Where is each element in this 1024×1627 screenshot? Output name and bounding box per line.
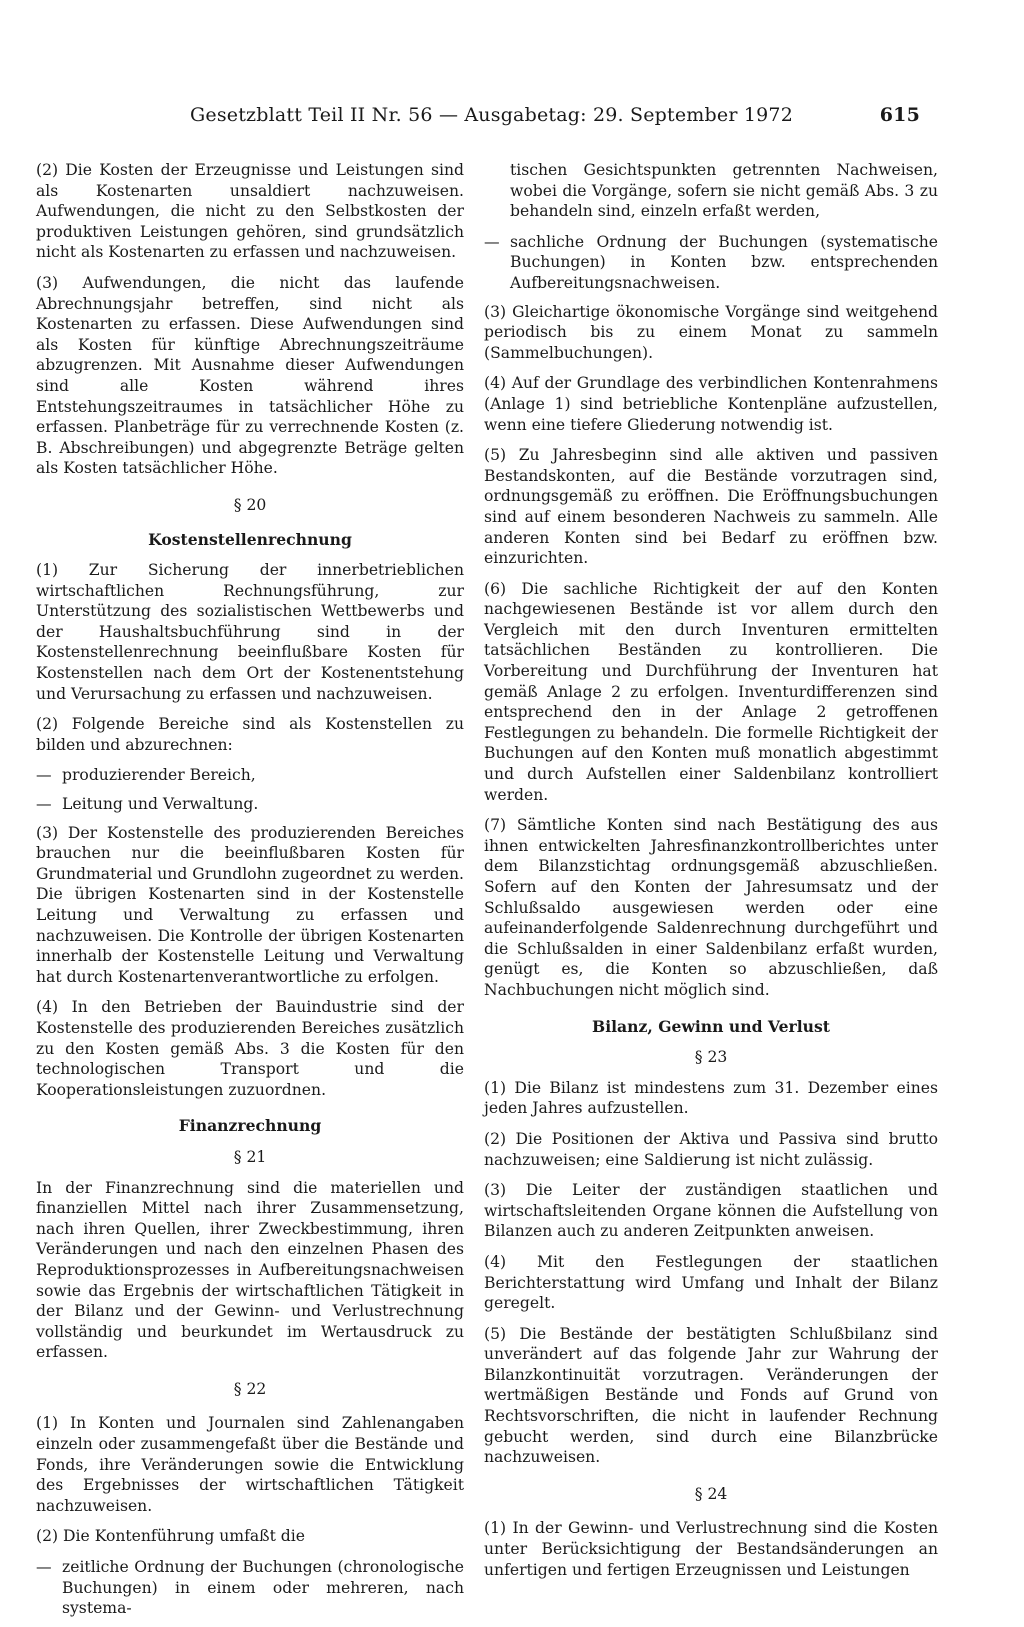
dash-bullet: — [36, 1558, 52, 1577]
paragraph: (2) Folgende Bereiche sind als Kostenstellen zu bilden und abzurechnen: [36, 715, 464, 754]
section-number: § 24 [694, 1484, 728, 1503]
list-item-text: Leitung und Verwaltung. [62, 795, 259, 814]
paragraph: (3) Aufwendungen, die nicht das laufende Abrechnungsjahr betreffen, sind nicht als Kostenarten zu erfassen. Diese Aufwendungen sind als Kosten für künftige Abrechnungszeiträume abzugrenzen. Mit Ausnahme dieser Aufwendungen sind alle Kosten während ihres Entstehungszeitraumes in tatsächlicher Höhe zu erfassen. Planbeträge für zu verrechnende Kosten (z. B. Abschreibungen) und abgegrenzte Beträge gelten als Kosten tatsächlicher Höhe. [36, 273, 464, 478]
paragraph: (2) Die Positionen der Aktiva und Passiva sind brutto nachzuweisen; eine Saldierung ist nicht zulässig. [484, 1129, 938, 1169]
paragraph: (5) Zu Jahresbeginn sind alle aktiven und passiven Bestandskonten, auf die Bestände vorzutragen sind, ordnungsgemäß zu eröffnen. Die Eröffnungsbuchungen sind auf einem besonderen Nachweis zu sammeln. Alle anderen Konten sind bei Bedarf zu eröffnen bzw. einzurichten. [484, 446, 938, 568]
header-title: Gesetzblatt Teil II Nr. 56 — Ausgabetag: 29. September 1972 [190, 104, 794, 126]
list-item [36, 1557, 464, 1619]
paragraph: (2) Die Kosten der Erzeugnisse und Leistungen sind als Kostenarten unsaldiert nachzuweisen. Aufwendungen, die nicht zu den Selbstkosten der produktiven Leistungen gehören, sind grundsätzlich nicht als Kostenarten zu erfassen und nachzuweisen. [36, 161, 464, 262]
dash-bullet: — [36, 766, 52, 785]
list-item [36, 794, 464, 815]
paragraph: (7) Sämtliche Konten sind nach Bestätigung des aus ihnen entwickelten Jahresfinanzkontrollberichtes unter dem Bilanzstichtag ordnungsgemäß abzuschließen. Sofern auf den Konten der Jahresumsatz und der Schlußsaldo ausgewiesen werden oder eine aufeinanderfolgende Saldenrechnung durchgeführt und die Schlußsalden in einer Saldenbilanz erfaßt wurden, genügt es, die Konten so abzuschließen, daß Nachbuchungen nicht möglich sind. [484, 816, 938, 999]
right-column [484, 160, 938, 1590]
left-column [36, 160, 464, 1627]
page-header [190, 104, 920, 134]
list-item-text: produzierender Bereich, [62, 766, 256, 785]
paragraph: (4) Auf der Grundlage des verbindlichen Kontenrahmens (Anlage 1) sind betriebliche Kontenpläne aufzustellen, wenn eine tiefere Gliederung notwendig ist. [484, 374, 938, 434]
paragraph: (5) Die Bestände der bestätigten Schlußbilanz sind unverändert auf das folgende Jahr zur Wahrung der Bilanzkontinuität vorzutragen. Veränderungen der wertmäßigen Bestände und Fonds auf Grund von Rechtsvorschriften, die nicht in laufender Rechnung gebucht werden, sind durch eine Bilanzbrücke nachzuweisen. [484, 1324, 938, 1467]
list-item [484, 232, 938, 294]
paragraph: (2) Die Kontenführung umfaßt die [36, 1527, 305, 1546]
dash-bullet: — [36, 795, 52, 814]
list-item [36, 765, 464, 786]
paragraph: (4) Mit den Festlegungen der staatlichen Berichterstattung wird Umfang und Inhalt der Bilanz geregelt. [484, 1252, 938, 1313]
paragraph: (4) In den Betrieben der Bauindustrie sind der Kostenstelle des produzierenden Bereiches zusätzlich zu den Kosten gemäß Abs. 3 die Kosten für den technologischen Transport und die Kooperationsleistungen zuzuordnen. [36, 998, 464, 1099]
paragraph: (1) In der Gewinn- und Verlustrechnung sind die Kosten unter Berücksichtigung der Bestandsänderungen an unfertigen und fertigen Erzeugnissen und Leistungen [484, 1519, 938, 1579]
dash-bullet: — [484, 232, 500, 251]
list-item-text: zeitliche Ordnung der Buchungen (chronologische Buchungen) in einem oder mehreren, nach systema- [62, 1558, 464, 1618]
paragraph: (6) Die sachliche Richtigkeit der auf den Konten nachgewiesenen Bestände ist vor allem durch den Vergleich mit den durch Inventuren ermittelten tatsächlichen Beständen zu kontrollieren. Die Vorbereitung und Durchführung der Inventuren hat gemäß Anlage 2 zu erfolgen. Inventurdifferenzen sind entsprechend den in der Anlage 2 getroffenen Festlegungen zu behandeln. Die formelle Richtigkeit der Buchungen auf den Konten muß monatlich abgestimmt und durch Aufstellen einer Saldenbilanz kontrolliert werden. [484, 579, 938, 804]
paragraph: (1) Zur Sicherung der innerbetrieblichen wirtschaftlichen Rechnungsführung, zur Unterstützung des sozialistischen Wettbewerbs und der Haushaltsbuchführung sind in der Kostenstellenrechnung beeinflußbare Kosten für Kostenstellen nach dem Ort der Kostenentstehung und Verursachung zu erfassen und nachzuweisen. [36, 561, 464, 703]
section-heading: Finanzrechnung [178, 1116, 322, 1136]
section-heading: Kostenstellenrechnung [148, 529, 352, 549]
paragraph: (1) In Konten und Journalen sind Zahlenangaben einzeln oder zusammengefaßt über die Bestände und Fonds, ihre Veränderungen sowie die Entwicklung des Ergebnisses der wirtschaftlichen Tätigkeit nachzuweisen. [36, 1414, 464, 1515]
section-number: § 23 [694, 1048, 728, 1067]
section-heading: Bilanz, Gewinn und Verlust [592, 1016, 830, 1036]
paragraph: In der Finanzrechnung sind die materiellen und finanziellen Mittel nach ihrer Zusammensetzung, nach ihren Quellen, ihrer Zweckbestimmung, ihren Veränderungen und nach den einzelnen Phasen des Reproduktionsprozesses in Aufbereitungsnachweisen sowie das Ergebnis der wirtschaftlichen Tätigkeit in der Bilanz und der Gewinn- und Verlustrechnung vollständig und beurkundet im Wertausdruck zu erfassen. [36, 1178, 464, 1362]
section-number: § 22 [233, 1379, 267, 1398]
list-item-text: sachliche Ordnung der Buchungen (systematische Buchungen) in Konten bzw. entsprechenden Aufbereitungsnachweisen. [510, 232, 938, 292]
page-number: 615 [879, 104, 920, 126]
paragraph: (3) Die Leiter der zuständigen staatlichen und wirtschaftsleitenden Organe können die Aufstellung von Bilanzen auch zu anderen Zeitpunkten anweisen. [484, 1181, 938, 1241]
paragraph: (1) Die Bilanz ist mindestens zum 31. Dezember eines jeden Jahres aufzustellen. [484, 1078, 938, 1118]
section-number: § 20 [233, 495, 267, 514]
section-number: § 21 [233, 1147, 267, 1166]
list-item-continuation: tischen Gesichtspunkten getrennten Nachweisen, wobei die Vorgänge, sofern sie nicht gemäß Abs. 3 zu behandeln sind, einzeln erfaßt werden, [510, 161, 938, 221]
paragraph: (3) Gleichartige ökonomische Vorgänge sind weitgehend periodisch bis zu einem Monat zu sammeln (Sammelbuchungen). [484, 302, 938, 362]
paragraph: (3) Der Kostenstelle des produzierenden Bereiches brauchen nur die beeinflußbaren Kosten für Grundmaterial und Grundlohn zugeordnet zu werden. Die übrigen Kostenarten sind in der Kostenstelle Leitung und Verwaltung zu erfassen und nachzuweisen. Die Kontrolle der übrigen Kostenarten innerhalb der Kostenstelle Leitung und Verwaltung hat durch Kostenartenverantwortliche zu erfolgen. [36, 823, 464, 986]
